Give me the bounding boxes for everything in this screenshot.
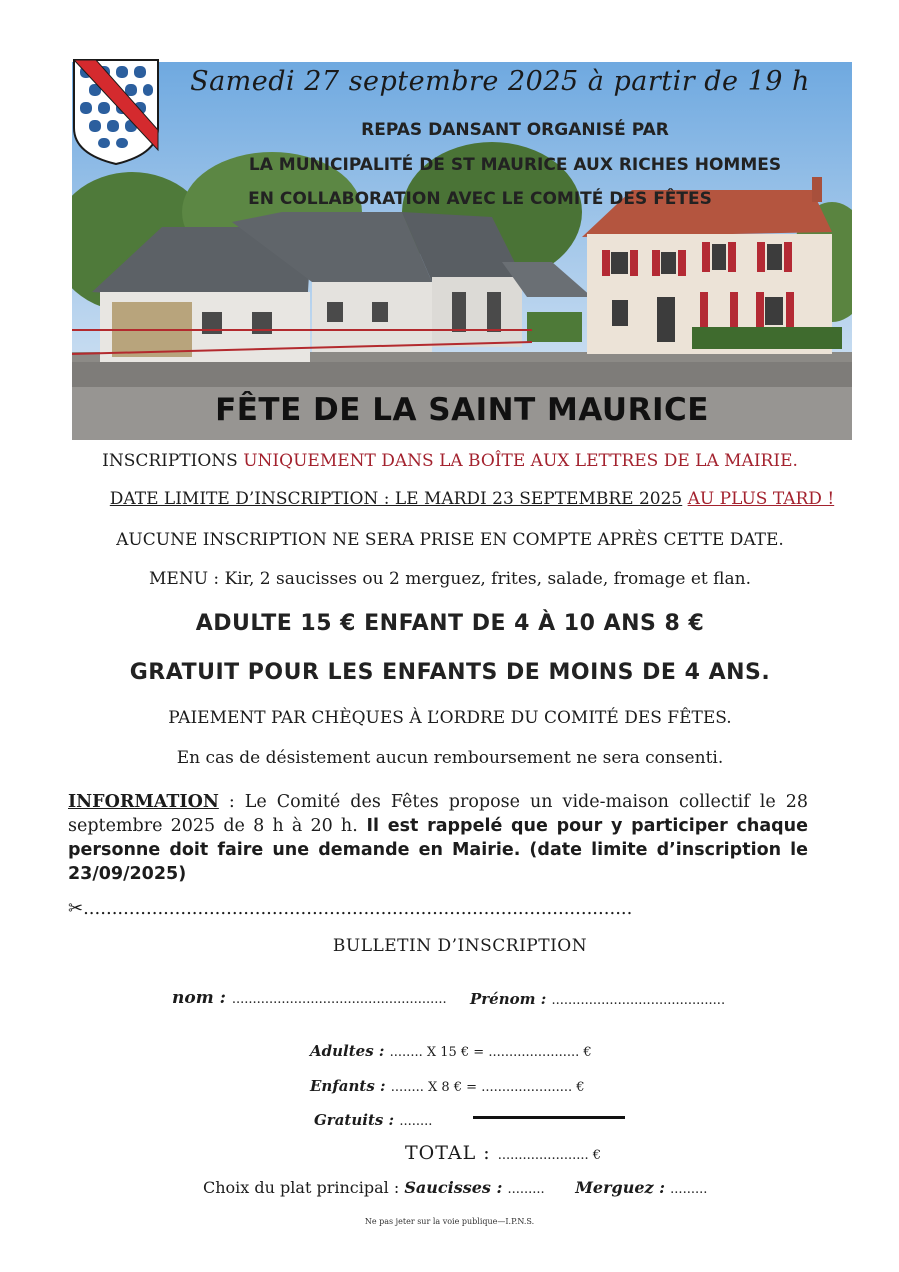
cut-line: ✂................................................................................................ xyxy=(68,898,633,919)
deadline-emphasis: AU PLUS TARD ! xyxy=(687,489,835,509)
menu-label: MENU : xyxy=(149,569,220,589)
information-label: INFORMATION xyxy=(68,792,219,812)
free-children-line: GRATUIT POUR LES ENFANTS DE MOINS DE 4 ANS. xyxy=(129,660,771,685)
total-dots: ...................... € xyxy=(497,1148,602,1163)
inscriptions-label: INSCRIPTIONS xyxy=(102,451,238,471)
prenom-field[interactable] xyxy=(470,990,725,1008)
nom-field[interactable] xyxy=(172,988,447,1008)
information-paragraph xyxy=(68,790,808,886)
merguez-dots[interactable]: ......... xyxy=(670,1182,708,1197)
saucisses-dots[interactable]: ......... xyxy=(507,1182,545,1197)
gratuits-dots: ........ xyxy=(399,1114,433,1129)
organizer-line-3: EN COLLABORATION AVEC LE COMITÉ DES FÊTES xyxy=(248,189,712,209)
prenom-dots: .......................................... xyxy=(551,993,726,1008)
inscriptions-location: UNIQUEMENT DANS LA BOÎTE AUX LETTRES DE LA MAIRIE. xyxy=(243,451,798,471)
organizer-line-1: REPAS DANSANT ORGANISÉ PAR xyxy=(361,120,669,140)
coat-of-arms-logo xyxy=(72,58,160,166)
choix-label: Choix du plat principal : xyxy=(203,1178,400,1197)
adultes-field[interactable] xyxy=(310,1042,592,1060)
enfants-label: Enfants : xyxy=(310,1077,386,1095)
gratuits-label: Gratuits : xyxy=(314,1111,395,1129)
merguez-label: Merguez : xyxy=(575,1178,666,1197)
refund-line: En cas de désistement aucun remboursement ne sera consenti. xyxy=(176,748,724,768)
nom-label: nom : xyxy=(172,988,226,1008)
enfants-calc: ........ X 8 € = ...................... € xyxy=(390,1080,585,1095)
total-label: TOTAL : xyxy=(405,1142,491,1164)
information-reminder: Il est rappelé que pour y participer chaque personne doit faire une demande en Mairie. (date limite d’inscription le 23/09/2025) xyxy=(68,816,809,884)
gratuits-rule xyxy=(473,1116,625,1119)
village-photo xyxy=(72,62,852,440)
menu-text: Kir, 2 saucisses ou 2 merguez, frites, salade, fromage et flan. xyxy=(224,569,751,589)
saucisses-label: Saucisses : xyxy=(404,1178,503,1197)
adultes-calc: ........ X 15 € = ...................... € xyxy=(389,1045,592,1060)
event-date: Samedi 27 septembre 2025 à partir de 19 h xyxy=(190,66,810,97)
total-field[interactable] xyxy=(405,1142,601,1164)
organizer-line-2: LA MUNICIPALITÉ DE ST MAURICE AUX RICHES HOMMES xyxy=(248,155,782,175)
no-late-registration: AUCUNE INSCRIPTION NE SERA PRISE EN COMPTE APRÈS CETTE DATE. xyxy=(116,530,784,550)
prenom-label: Prénom : xyxy=(470,990,547,1008)
enfants-field[interactable] xyxy=(310,1077,585,1095)
choix-plat-line xyxy=(203,1178,707,1197)
form-title: BULLETIN D’INSCRIPTION xyxy=(332,936,588,956)
adultes-label: Adultes : xyxy=(310,1042,385,1060)
event-title: FÊTE DE LA SAINT MAURICE xyxy=(215,392,709,428)
payment-line: PAIEMENT PAR CHÈQUES À L’ORDRE DU COMITÉ DES FÊTES. xyxy=(168,708,732,728)
footer-note: Ne pas jeter sur la voie publique—I.P.N.S. xyxy=(364,1217,535,1226)
deadline-date: DATE LIMITE D’INSCRIPTION : LE MARDI 23 SEPTEMBRE 2025 xyxy=(109,489,683,509)
inscriptions-notice xyxy=(40,451,860,471)
menu-line xyxy=(40,569,860,589)
gratuits-field[interactable] xyxy=(314,1111,432,1129)
deadline-notice xyxy=(72,489,872,509)
information-text: : Le Comité des Fêtes propose un vide-maison collectif le 28 septembre 2025 de 8 h à 20 h. xyxy=(68,792,808,836)
prices-line: ADULTE 15 € ENFANT DE 4 À 10 ANS 8 € xyxy=(195,611,705,636)
nom-dots: .................................................... xyxy=(231,992,447,1007)
banner-photo xyxy=(72,62,852,440)
